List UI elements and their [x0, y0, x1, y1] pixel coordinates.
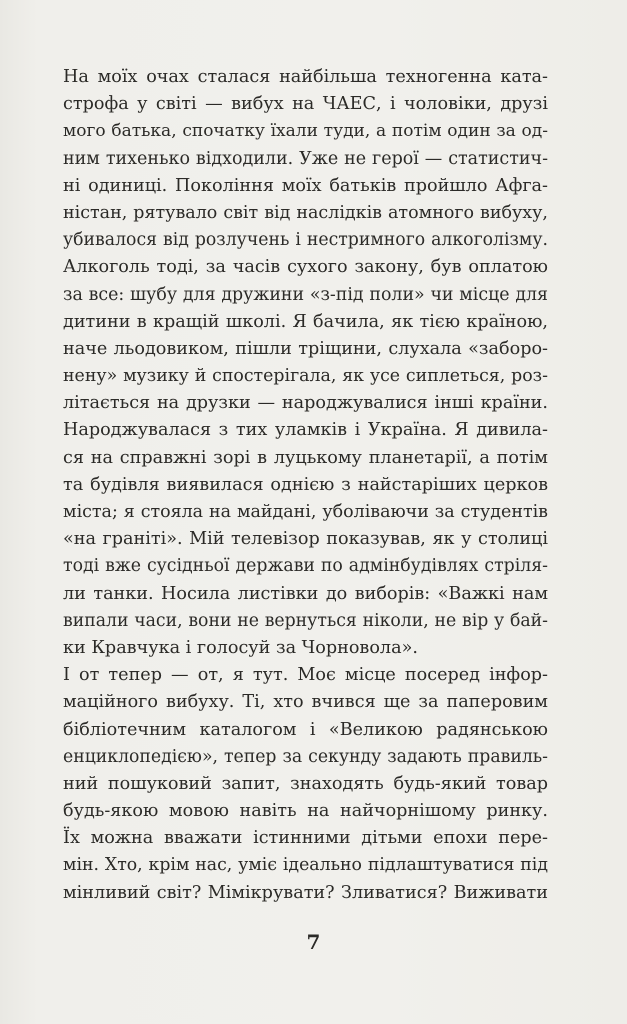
text-line: за все: шубу для дружини «з-під поли» чи місце для [63, 284, 548, 305]
text-line: ся на справжні зорі в луцькому планетарії, а потім [63, 447, 548, 468]
text-line: тоді вже сусідньої держави по адмінбудівлях стріля- [63, 556, 548, 577]
text-line: мін. Хто, крім нас, уміє ідеально підлаштуватися під [63, 855, 548, 876]
text-line: ним тихенько відходили. Уже не герої — статистич- [63, 148, 548, 169]
text-line: будь-якою мовою навіть на найчорнішому ринку. [63, 801, 548, 822]
text-line: ний пошуковий запит, знаходять будь-який товар [63, 773, 548, 794]
text-line: мінливий світ? Мімікрувати? Зливатися? Виживати [63, 882, 548, 903]
text-line: енциклопедією», тепер за секунду задають правиль- [63, 746, 548, 767]
text-line: та будівля виявилася однією з найстаріших церков [63, 474, 548, 495]
text-line: убивалося від розлучень і нестримного алкоголізму. [63, 230, 548, 251]
text-line: На моїх очах сталася найбільша техногенна ката- [63, 67, 548, 87]
text-line: Алкоголь тоді, за часів сухого закону, був оплатою [63, 257, 548, 278]
text-line: Народжувалася з тих уламків і Україна. Я дивила- [63, 420, 548, 441]
text-line: бібліотечним каталогом і «Великою радянською [63, 719, 548, 740]
text-line: маційного вибуху. Ті, хто вчився ще за паперовим [63, 692, 548, 713]
text-line: І от тепер — от, я тут. Моє місце посеред інфор- [63, 665, 548, 686]
body-text [63, 64, 548, 907]
text-line: ні одиниці. Покоління моїх батьків пройшло Афга- [63, 175, 548, 196]
text-line: строфа у світі — вибух на ЧАЕС, і чоловіки, друзі [63, 94, 548, 115]
text-line: наче льодовиком, пішли тріщини, слухала «заборо- [63, 338, 548, 359]
text-line: «на граніті». Мій телевізор показував, як у столиці [63, 529, 548, 550]
text-line: ністан, рятувало світ від наслідків атомного вибуху, [63, 202, 548, 223]
text-line: міста; я стояла на майдані, уболіваючи за студентів [63, 502, 548, 522]
text-line: Їх можна вважати істинними дітьми епохи пере- [63, 828, 548, 849]
text-line: нену» музику й спостерігала, як усе сиплеться, роз- [63, 366, 548, 387]
text-line: дитини в кращій школі. Я бачила, як тією країною, [63, 311, 548, 332]
text-line: ки Кравчука і голосуй за Чорновола». [63, 637, 418, 658]
text-line: літається на друзки — народжувалися інші країни. [63, 393, 548, 414]
text-line: мого батька, спочатку їхали туди, а потім один за од- [63, 121, 548, 142]
text-line: ли танки. Носила листівки до виборів: «Важкі нам [63, 583, 548, 604]
page-number: 7 [306, 930, 321, 954]
text-line: випали часи, вони не вернуться ніколи, не вір у бай- [63, 610, 548, 631]
